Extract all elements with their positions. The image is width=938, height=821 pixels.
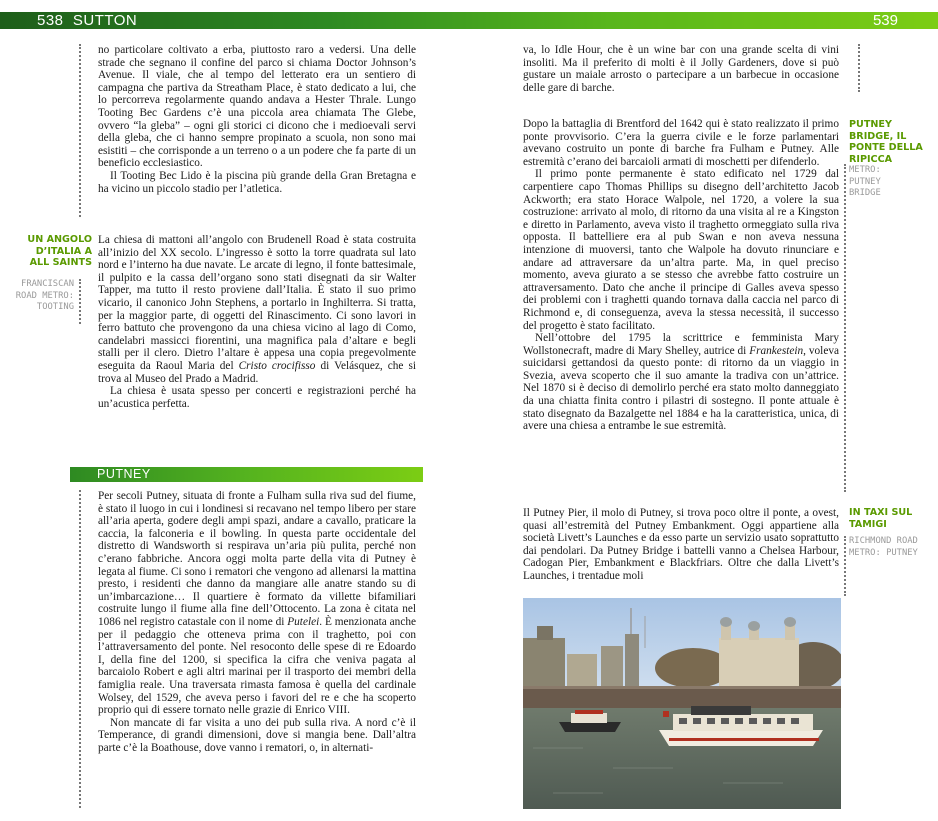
- sidebar-meta-taxi: RICHMOND ROAD METRO: PUTNEY: [849, 536, 918, 558]
- section-heading-bar: [70, 467, 423, 482]
- taxi-tamigi-text: Il Putney Pier, il molo di Putney, si trova poco oltre il ponte, a ovest, quasi all’estremità del Putney Embankment. Oggi appartiene alla società Livett’s Launches e da esso parte un servizio usato soprattutto dai pendolari. Da Putney Bridge i battelli vanno a Chelsea Harbour, Cadogan Pier, Embankment e Blackfriars. Oltre che dalla Livett’s Launches, i trentadue moli: [523, 507, 839, 582]
- right-page-number: 539: [872, 12, 898, 29]
- putney-bridge-text: Dopo la battaglia di Brentford del 1642 qui è stato realizzato il primo ponte provvisorio. C’era la guerra civile e le forze parlamentari avevano costruito un ponte di barche fra Fulham e Putney. Alle estremità c’erano dei barcaioli armati di moschetti per difenderlo. Il primo ponte permanente è stato edificato nel 1729 dal carpentiere capo Thomas Phillips su disegno dell’architetto Jacob Ackworth; era stato Horace Walpole, nel 1720, a volere la sua costruzione: arrivato al molo, di ritorno da una visita al re a Kingston e diretto in Parlamento, aveva visto il traghetto ormeggiato sulla riva opposta. Il battelliere era al pub Swan e non aveva nessuna intenzione di muoversi, tanto che Walpole ha dovuto rinunciare e andare ad attraversare da un’altra parte. Ma, in quel preciso momento, aveva giurato a se stesso che avrebbe fatto costruire un attraversamento. Dato che anche il principe di Galles aveva spesso dei problemi con i traghetti quando tornava dalla caccia nel parco di Richmond e, di conseguenza, aveva la stessa necessità, il successo del progetto è stato facilitato. Nell’ottobre del 1795 la scrittrice e femminista Mary Wollstonecraft, madre di Mary Shelley, autrice di Frankestein, voleva suicidarsi gettandosi da questo ponte: di ritorno da un viaggio in Svezia, aveva scoperto che il suo amante la tradiva con un’attrice. Nel 1870 si è deciso di demolirlo perché era stato molto danneggiato da una chiatta finita contro i pilastri di sostegno. Il ponte attuale è stato disegnato da Bazalgette nel 1884 e ha la caratteristica, unica, di avere una chiesa a entrambe le sue estremità.: [523, 118, 839, 433]
- thames-photo: [523, 598, 841, 809]
- page-header-bar: [0, 12, 938, 29]
- sidebar-meta-angolo: FRANCISCAN ROAD METRO: TOOTING: [15, 279, 74, 312]
- margin-dotted-rule: [79, 44, 81, 217]
- sidebar-meta-bridge: METRO: PUTNEY BRIDGE: [849, 165, 881, 198]
- margin-dotted-rule: [79, 279, 81, 324]
- thames-photo-image: [523, 598, 841, 809]
- sidebar-heading-bridge: PUTNEY BRIDGE, IL PONTE DELLA RIPICCA: [849, 119, 923, 165]
- sidebar-heading-angolo: UN ANGOLO D’ITALIA A ALL SAINTS: [27, 234, 92, 268]
- sidebar-heading-taxi: IN TAXI SUL TAMIGI: [849, 507, 913, 530]
- margin-dotted-rule: [858, 44, 860, 92]
- left-intro-text: no particolare coltivato a erba, piuttosto raro a vedersi. Una delle strade che segnano il confine del parco si chiama Doctor Johnson’s Avenue. Il viale, che al tempo del letterato era un sentiero di campagna che partiva da Streatham Place, è stato dedicato a lui, che lo percorreva regolarmente quando andava a Hester Thrale. Lungo Tooting Bec Gardens c’è una piccola area chiamata The Glebe, ovvero “la gleba” – ogni gli storici ci dicono che i medioevali servi della gleba, che ci hanno sempre propinato a scuola, non sono mai esistiti – che corrisponde a un terreno o a un podere che fa parte di un beneficio ecclesiastico. Il Tooting Bec Lido è la piscina più grande della Gran Bretagna e ha vicino un piccolo stadio per l’atletica.: [98, 44, 416, 195]
- margin-dotted-rule: [844, 164, 846, 492]
- right-intro-text: va, lo Idle Hour, che è un wine bar con una grande scelta di vini insoliti. Ma il preferito di molti è il Jolly Gardeners, dove si può gustare un maiale arrosto o partecipare a un barbecue in occasione delle gare di barche.: [523, 44, 839, 94]
- margin-dotted-rule: [79, 490, 81, 808]
- section-title: PUTNEY: [97, 467, 151, 481]
- angolo-italia-text: La chiesa di mattoni all’angolo con Brudenell Road è stata costruita all’inizio del XX secolo. L’ingresso è sotto la torre quadrata sul lato nord e l’interno ha due navate. Le arcate di legno, il fonte battesimale, il pulpito e la cassa dell’organo sono stati disegnati da sir Walter Tapper, ma tutto il resto proviene dall’Italia. È stato il suo primo vicario, il canonico John Stephens, a portarlo in Inghilterra. Si tratta, per la maggior parte, di oggetti del Rinascimento. Ci sono lavori in ferro battuto che provengono da una chiesa vicino al lago di Como, candelabri massicci fiorentini, una magnifica pala d’altare e begli stalli per il clero. Dietro l’altare è appesa una copia pregevolmente eseguita da Raoul Maria del Cristo crocifisso di Velásquez, che si trova al Museo del Prado a Madrid. La chiesa è usata spesso per concerti e registrazioni perché ha un’acustica perfetta.: [98, 234, 416, 410]
- margin-dotted-rule: [844, 536, 846, 596]
- putney-text: Per secoli Putney, situata di fronte a Fulham sulla riva sud del fiume, è stato il luogo in cui i londinesi si recavano nel tempo libero per stare all’aria aperta, godere degli ampi spazi, andare a cavallo, praticare la caccia, la falconeria e il bowling. In questa parte occidentale del distretto di Wandsworth si respirava un’aria più pulita, perché non c’erano fabbriche. Ancora oggi molta parte della vita di Putney è legata al fiume. Ci sono i rematori che vengono ad allenarsi la mattina presto, i residenti che danno da mangiare alle anatre stando su di un’imbarcazione… Il quartiere è formato da villette bifamiliari costruite lungo il fiume alla fine dell’Ottocento. La zona è citata nel 1086 nel registro catastale con il nome di Putelei. È menzionata anche per il pedaggio che otteneva prima con il traghetto, poi con l’attraversamento del ponte. Nel resoconto delle spese di re Edoardo I, della fine del 1200, si specifica la cifra che veniva pagata al barcaiolo Robert e agli altri marinai per il trasporto dei membri della famiglia reale. Una traversata rimasta famosa è quella del cardinale Wolsey, del 1529, che aveva perso i favori del re e che ha scoperto proprio qui di essere tornato nelle grazie di Enrico VIII. Non mancate di far visita a uno dei pub sulla riva. A nord c’è il Temperance, di grandi dimensioni, dove si mangia bene. Dall’altra parte c’è la Boathouse, dove vanno i rematori, o, in alternati-: [98, 490, 416, 754]
- left-running-head: 538 SUTTON: [37, 12, 138, 29]
